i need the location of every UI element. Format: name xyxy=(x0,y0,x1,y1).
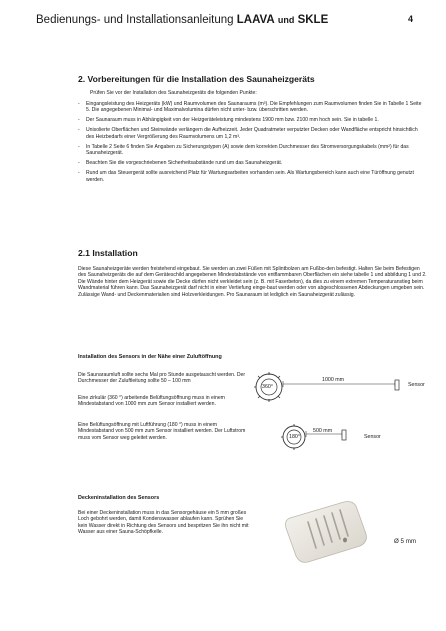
section-2-intro: Prüfen Sie vor der Installation des Saunaheizgeräts die folgenden Punkte: xyxy=(90,90,257,96)
checklist-item-text: Eingangsleistung des Heizgeräts (kW) und Raumvolumen des Saunaraums (m³). Die Empfehlungen zum Raumvolumen finden Sie in Tabelle 1 Seite 5. Die angegebenen Minimal- und Maximalvolumina dürfen nicht unter- bzw. überschritten werden. xyxy=(86,101,422,114)
header-and: und xyxy=(277,15,295,25)
section-2-1-text: Diese Saunaheizgeräte werden freistehend eingebaut. Sie werden an zwei Füßen mit Splintbolzen am Fußbo-den befestigt. Halten Sie beim Befestigen des Saunaheizgeräts die auf dem Geräteschild angegebenen Mindestabstände von entflammbaren Oberflächen ein siehe tabelle 1 und abbildung 1 und 2. Die Wände hinter dem Heizgerät sowie die Decke dürfen nicht verkleidet sein (z. B. mit Faserbeton), da dies zu einem extremen Temperaturanstieg beim Wandmaterial führen kann. Das Saunaheizgerät darf nicht in einer Vertiefung einge-baut werden oder von abgeschlossenen Abdeckungen umgeben sein. Zulässige Wand- und Deckenmaterialien sind Holzverkleidungen. Pro Saunaraum ist lediglich ein Saunaheizgerät zulässig. xyxy=(78,266,427,298)
section-2-heading: 2. Vorbereitungen für die Installation des Saunaheizgeräts xyxy=(78,74,315,84)
sensor-inlet-heading: Installation des Sensors in der Nähe einer Zuluftöffnung xyxy=(78,354,222,360)
page-header-title xyxy=(36,14,328,26)
ceiling-install-heading: Deckeninstallation des Sensors xyxy=(78,495,160,501)
diagram-180-sensor-label: Sensor xyxy=(364,434,381,440)
header-product-1: LAAVA xyxy=(236,14,275,26)
checklist-item: - In Tabelle 2 Seite 6 finden Sie Angaben zu Sicherungstypen (A) sowie dem korrekten Durchmesser des Stromversorgungskabels (mm²) für das Saunaheizgerät. xyxy=(78,143,409,157)
sensor-180-text: Eine Belüftungsöffnung mit Luftführung (180 °) muss in einem Mindestabstand von 500 mm zum Sensor installiert werden. Der Luftstrom muss vom Sensor weg geleitet werden. xyxy=(78,422,246,441)
checklist-item: - Unisolierte Oberflächen und Steinwände verlängern die Aufheizzeit. Jeder Quadratmeter verputzter Decken oder Wandfläche entspricht hinsichtlich des Heizbedarfs einer Vergrößerung des Raumvolumens um 1,2 m³. xyxy=(78,127,418,140)
checklist-item-text: Beachten Sie die vorgeschriebenen Sicherheitsabstände rund um das Saunaheizgerät. xyxy=(86,160,283,167)
checklist-item: - Rund um das Steuergerät sollte ausreichend Platz für Wartungsarbeiten vorhanden sein. Als Wartungsbereich kann auch eine Türöffnung genutzt werden. xyxy=(78,170,414,183)
diagram-360-angle-label: 360° xyxy=(262,384,273,390)
checklist-item-text: Rund um das Steuergerät sollte ausreichend Platz für Wartungsarbeiten vorhanden sein. Als Wartungsbereich kann auch eine Türöffnung genutzt werden. xyxy=(86,170,414,183)
drain-hole-icon xyxy=(343,538,347,543)
sensor-housing-photo xyxy=(282,496,372,566)
header-title-prefix: Bedienungs- und Installationsanleitung xyxy=(36,14,234,26)
sensor-air-exchange-text: Die Saunaraumluft sollte sechs Mal pro Stunde ausgetauscht werden. Der Durchmesser der Zuluftleitung sollte 50 – 100 mm xyxy=(78,372,246,385)
diagram-360-sensor-label: Sensor xyxy=(408,382,425,388)
checklist-item: - Der Saunaraum muss in Abhängigkeit von der Heizgeräteleistung mindestens 1900 mm bzw. 2100 mm hoch sein. Sie in tabelle 1. xyxy=(78,117,379,124)
hole-diameter-label: Ø 5 mm xyxy=(394,538,417,545)
sensor-box-icon xyxy=(342,430,346,440)
header-product-2: SKLE xyxy=(297,14,329,26)
diagram-360-distance-label: 1000 mm xyxy=(322,377,345,383)
checklist-item-text: In Tabelle 2 Seite 6 finden Sie Angaben zu Sicherungstypen (A) sowie dem korrekten Durchmesser des Stromversorgungskabels (mm²) für das Saunaheizgerät. xyxy=(86,143,409,157)
diagram-180-angle-label: 180° xyxy=(289,434,300,440)
sensor-box-icon xyxy=(395,380,399,390)
checklist-item-text: Der Saunaraum muss in Abhängigkeit von der Heizgeräteleistung mindestens 1900 mm bzw. 2100 mm hoch sein. Sie in tabelle 1. xyxy=(86,117,379,124)
section-2-1-heading: 2.1 Installation xyxy=(78,248,138,258)
checklist-item: - Eingangsleistung des Heizgeräts (kW) und Raumvolumen des Saunaraums (m³). Die Empfehlungen zum Raumvolumen finden Sie in Tabelle 1 Seite 5. Die angegebenen Minimal- und Maximalvolumina dürfen nicht unter- bzw. überschritten werden. xyxy=(78,101,422,114)
diagram-180-distance-label: 500 mm xyxy=(313,428,333,434)
sensor-360-text: Eine zirkulär (360 °) arbeitende Belüftungsöffnung muss in einem Mindestabstand von 1000 mm zum Sensor installiert werden. xyxy=(78,395,225,408)
checklist-item-text: Unisolierte Oberflächen und Steinwände verlängern die Aufheizzeit. Jeder Quadratmeter verputzter Decken oder Wandfläche entspricht hinsichtlich des Heizbedarfs einer Vergrößerung des Raumvolumens um 1,2 m³. xyxy=(86,127,418,140)
section-2-checklist xyxy=(78,101,426,187)
ceiling-install-text: Bei einer Deckeninstallation muss in das Sensorgehäuse ein 5 mm großes Loch gebohrt werden, damit Kondenswasser ablaufen kann. Sprühen Sie kein Wasser direkt in Richtung des Sensors und bespritzen Sie ihn nicht mit Wasser aus einer Sauna-Schöpfkelle. xyxy=(78,510,249,536)
page-number: 4 xyxy=(408,14,414,24)
checklist-item: - Beachten Sie die vorgeschriebenen Sicherheitsabstände rund um das Saunaheizgerät. xyxy=(78,160,283,167)
